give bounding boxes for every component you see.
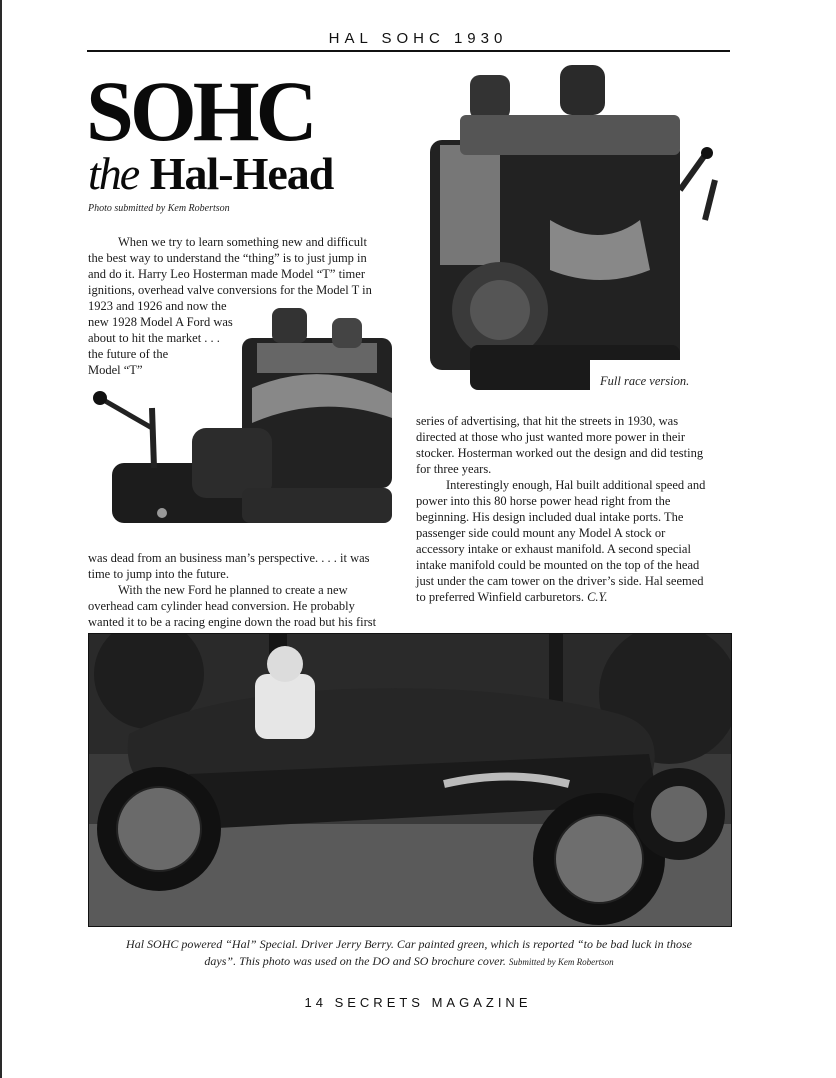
caption-line: days”. This photo was used on the DO and SO brochure cover.: [204, 954, 506, 968]
text-line: series of advertising, that hit the streets in 1930, was: [416, 414, 679, 428]
text-line: the future of the: [88, 347, 169, 361]
text-line: 1923 and 1926 and now the: [88, 299, 227, 313]
caption-line: Hal SOHC powered “Hal” Special. Driver Jerry Berry. Car painted green, which is reported “to be bad luck in those: [126, 937, 692, 951]
text-line: intake manifold could be mounted on the top of the head: [416, 558, 700, 572]
left-column-continuation: [88, 550, 398, 630]
page-edge: [0, 0, 2, 1078]
text-line: stocker. Hosterman worked out the design and did testing: [416, 446, 704, 460]
race-car-photo: [88, 633, 732, 927]
race-car-illustration: [89, 634, 731, 926]
title-subtitle: [88, 150, 333, 198]
text-line: for three years.: [416, 462, 492, 476]
text-line: With the new Ford he planned to create a new: [118, 583, 348, 597]
title-the: the: [88, 148, 139, 199]
running-head: HAL SOHC 1930: [328, 30, 508, 47]
full-race-engine-photo: [410, 60, 730, 400]
text-line: the best way to understand the “thing” is to just jump in: [88, 251, 367, 265]
text-line: was dead from an business man’s perspective. . . . it was: [88, 551, 370, 565]
engine-transmission-illustration: [92, 298, 398, 542]
magazine-name: SECRETS MAGAZINE: [334, 995, 532, 1010]
main-caption: [88, 936, 730, 971]
text-line: and do it. Harry Leo Hosterman made Model “T” timer: [88, 267, 365, 281]
inset-caption: Full race version.: [600, 374, 690, 388]
page-number: 14: [304, 995, 327, 1010]
caption-submitted: Submitted by Kem Robertson: [508, 957, 614, 967]
text-line: Model “T”: [88, 363, 143, 377]
text-line: accessory intake or exhaust manifold. A second special: [416, 542, 691, 556]
text-line: time to jump into the future.: [88, 567, 229, 581]
title-hal-head: Hal-Head: [149, 148, 334, 199]
title-sohc: SOHC: [86, 63, 314, 159]
text-line: beginning. His design included dual intake ports. The: [416, 510, 684, 524]
text-line: Interestingly enough, Hal built additional speed and: [446, 478, 706, 492]
text-line: power into this 80 horse power head right from the: [416, 494, 671, 508]
text-line: just under the cam tower on the driver’s side. Hal seemed: [416, 574, 704, 588]
text-line: overhead cam cylinder head conversion. He probably: [88, 599, 355, 613]
text-line: directed at those who just wanted more power in their: [416, 430, 686, 444]
header-rule: [87, 50, 730, 52]
text-line: about to hit the market . . .: [88, 331, 220, 345]
text-line: When we try to learn something new and difficult: [118, 235, 368, 249]
full-race-engine-illustration: [410, 60, 730, 400]
right-column-text: [416, 413, 731, 605]
engine-transmission-photo: [92, 298, 398, 542]
author-initials: C.Y.: [587, 590, 608, 604]
page-footer: [0, 995, 836, 1010]
text-line: to preferred Winfield carburetors.: [416, 590, 584, 604]
photo-credit: Photo submitted by Kem Robertson: [88, 203, 230, 214]
text-line: new 1928 Model A Ford was: [88, 315, 233, 329]
text-line: passenger side could mount any Model A stock or: [416, 526, 666, 540]
text-line: ignitions, overhead valve conversions for the Model T in: [88, 283, 372, 297]
text-line: wanted it to be a racing engine down the road but his first: [88, 615, 377, 629]
